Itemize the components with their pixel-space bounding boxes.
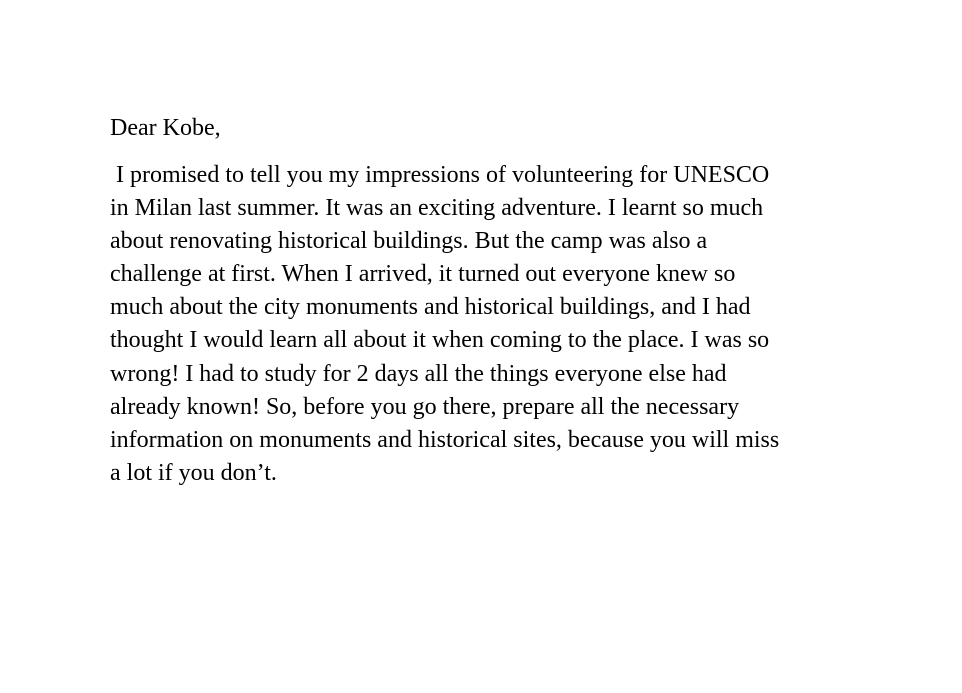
letter-body-line: information on monuments and historical sites, because you will miss xyxy=(110,426,780,453)
letter-body-line: about renovating historical buildings. But the camp was also a xyxy=(110,228,708,255)
letter-body-line: thought I would learn all about it when coming to the place. I was so xyxy=(110,327,770,354)
letter-body-line: a lot if you don’t. xyxy=(110,459,277,486)
letter-body-line: challenge at first. When I arrived, it turned out everyone knew so xyxy=(110,261,736,288)
letter xyxy=(110,112,860,490)
letter-body-line: already known! So, before you go there, prepare all the necessary xyxy=(110,393,740,420)
letter-body-line: I promised to tell you my impressions of volunteering for UNESCO xyxy=(110,162,770,188)
letter-body-line: wrong! I had to study for 2 days all the things everyone else had xyxy=(110,360,727,387)
letter-body-line: much about the city monuments and historical buildings, and I had xyxy=(110,294,751,321)
letter-greeting: Dear Kobe, xyxy=(110,115,221,141)
letter-body xyxy=(110,159,860,490)
letter-body-line: in Milan last summer. It was an exciting adventure. I learnt so much xyxy=(110,195,764,222)
